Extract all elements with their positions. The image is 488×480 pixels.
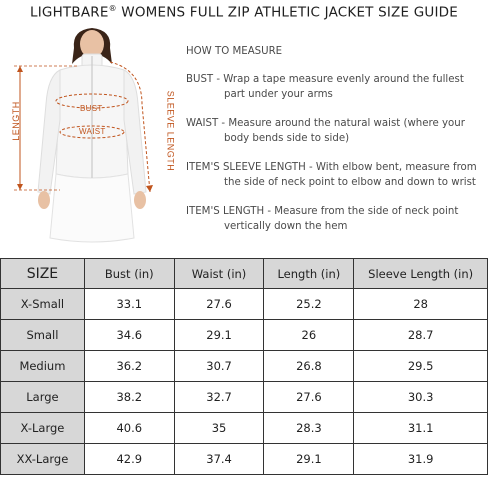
instruction-bust [186,72,482,102]
length-cell: 26 [264,320,354,351]
length-cell: 25.2 [264,289,354,320]
column-header-length: Length (in) [264,259,354,289]
instruction-line: ITEM'S SLEEVE LENGTH - With elbow bent, measure from [186,162,477,173]
table-row [1,413,488,444]
sleeve-length-cell: 30.3 [354,382,488,413]
size-cell: Small [1,320,85,351]
column-header-sleeve-length: Sleeve Length (in) [354,259,488,289]
table-row [1,289,488,320]
sleeve-length-cell: 31.1 [354,413,488,444]
instruction-line: BUST - Wrap a tape measure evenly around the fullest [186,74,464,85]
instruction-sleeve-length [186,160,482,190]
how-to-measure [186,44,482,248]
size-cell: X-Small [1,289,85,320]
column-header-size: SIZE [1,259,85,289]
length-cell: 28.3 [264,413,354,444]
length-cell: 29.1 [264,444,354,475]
model-figure [8,24,176,252]
size-cell: XX-Large [1,444,85,475]
instruction-line: part under your arms [224,89,333,100]
table-row [1,351,488,382]
length-cell: 27.6 [264,382,354,413]
bust-cell: 38.2 [84,382,174,413]
waist-cell: 37.4 [174,444,264,475]
size-chart-table [0,258,488,475]
table-row [1,444,488,475]
waist-cell: 29.1 [174,320,264,351]
bust-cell: 40.6 [84,413,174,444]
sleeve-length-cell: 28 [354,289,488,320]
registered-mark: ® [108,4,117,13]
skirt-shape [50,174,134,242]
size-cell: X-Large [1,413,85,444]
table-row [1,382,488,413]
instruction-waist [186,116,482,146]
instruction-length [186,204,482,234]
instruction-line: WAIST - Measure around the natural waist (where your [186,118,465,129]
waist-cell: 27.6 [174,289,264,320]
model-illustration [8,24,176,252]
size-cell: Large [1,382,85,413]
length-label: LENGTH [10,101,21,141]
bust-cell: 33.1 [84,289,174,320]
length-arrow-top [17,66,23,72]
page-title [0,0,488,22]
bust-cell: 36.2 [84,351,174,382]
waist-cell: 30.7 [174,351,264,382]
title-text: WOMENS FULL ZIP ATHLETIC JACKET SIZE GUIDE [116,4,458,21]
sleeve-length-label: SLEEVE LENGTH [165,90,176,172]
brand-name: LIGHTBARE [30,4,109,21]
waist-cell: 32.7 [174,382,264,413]
right-hand-shape [134,191,146,209]
sleeve-length-cell: 28.7 [354,320,488,351]
bust-cell: 34.6 [84,320,174,351]
table-header-row [1,259,488,289]
instruction-line: vertically down the hem [224,221,348,232]
left-hand-shape [38,191,50,209]
how-to-measure-header: HOW TO MEASURE [186,46,283,57]
instruction-line: ITEM'S LENGTH - Measure from the side of neck point [186,206,459,217]
column-header-bust: Bust (in) [84,259,174,289]
column-header-waist: Waist (in) [174,259,264,289]
waist-label: WAIST [79,127,106,136]
bust-cell: 42.9 [84,444,174,475]
sleeve-length-cell: 31.9 [354,444,488,475]
instruction-line: body bends side to side) [224,133,350,144]
sleeve-length-cell: 29.5 [354,351,488,382]
size-cell: Medium [1,351,85,382]
instruction-line: the side of neck point to elbow and down to wrist [224,177,476,188]
bust-label: BUST [80,104,103,113]
sleeve-arrow [146,185,153,192]
length-arrow-bottom [17,184,23,190]
waist-cell: 35 [174,413,264,444]
table-row [1,320,488,351]
length-cell: 26.8 [264,351,354,382]
